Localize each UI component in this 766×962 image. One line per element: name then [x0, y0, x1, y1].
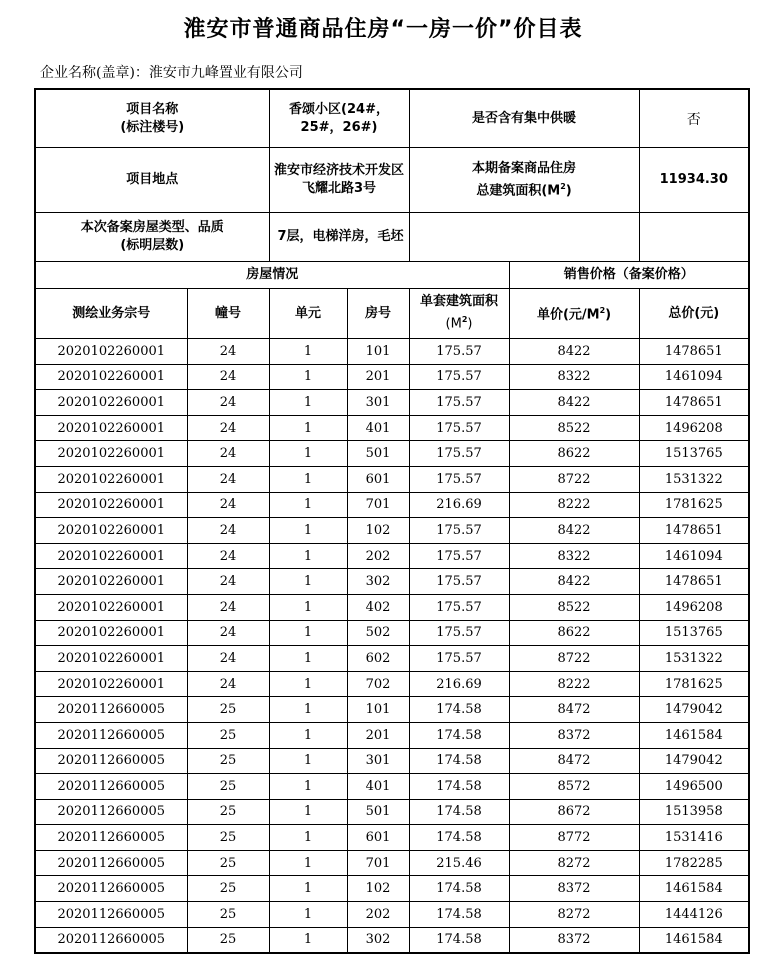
- total-area-label-end: ): [565, 183, 572, 199]
- cell-room: 501: [347, 441, 409, 467]
- cell-total-price: 1479042: [639, 697, 749, 723]
- col-unit-price-sup: 2: [599, 306, 606, 316]
- cell-survey-no: 2020112660005: [35, 748, 187, 774]
- cell-unit: 1: [269, 876, 347, 902]
- cell-total-price: 1781625: [639, 492, 749, 518]
- cell-total-price: 1513765: [639, 620, 749, 646]
- price-table: [34, 88, 750, 954]
- cell-building: 25: [187, 697, 269, 723]
- cell-survey-no: 2020112660005: [35, 722, 187, 748]
- type-empty-2: [639, 213, 749, 262]
- cell-total-price: 1461584: [639, 927, 749, 953]
- cell-unit-price: 8722: [509, 646, 639, 672]
- cell-unit: 1: [269, 492, 347, 518]
- cell-area: 216.69: [409, 492, 509, 518]
- table-row: [35, 799, 749, 825]
- cell-total-price: 1531322: [639, 646, 749, 672]
- table-row: [35, 697, 749, 723]
- table-row: [35, 671, 749, 697]
- type-label: [35, 213, 269, 262]
- table-row: [35, 569, 749, 595]
- cell-unit-price: 8522: [509, 415, 639, 441]
- table-row: [35, 748, 749, 774]
- cell-room: 201: [347, 364, 409, 390]
- cell-area: 174.58: [409, 722, 509, 748]
- col-total-price: 总价(元): [639, 289, 749, 339]
- cell-survey-no: 2020112660005: [35, 774, 187, 800]
- col-area-sup: 2: [461, 315, 468, 325]
- company-name: 企业名称(盖章)：淮安市九峰置业有限公司: [40, 65, 303, 81]
- table-row: [35, 646, 749, 672]
- cell-area: 175.57: [409, 594, 509, 620]
- cell-area: 175.57: [409, 441, 509, 467]
- cell-room: 701: [347, 492, 409, 518]
- cell-survey-no: 2020102260001: [35, 364, 187, 390]
- cell-unit: 1: [269, 927, 347, 953]
- total-area-label: [409, 148, 639, 213]
- cell-survey-no: 2020102260001: [35, 594, 187, 620]
- cell-total-price: 1496500: [639, 774, 749, 800]
- col-unit-price: [509, 289, 639, 339]
- total-area-label-sup: 2: [560, 181, 566, 191]
- project-name-label: [35, 89, 269, 148]
- cell-room: 701: [347, 850, 409, 876]
- cell-room: 101: [347, 697, 409, 723]
- col-area-line1: 单套建筑面积: [420, 294, 499, 310]
- cell-unit-price: 8272: [509, 850, 639, 876]
- cell-total-price: 1531322: [639, 466, 749, 492]
- cell-unit-price: 8372: [509, 722, 639, 748]
- table-row: [35, 594, 749, 620]
- cell-unit: 1: [269, 722, 347, 748]
- cell-survey-no: 2020102260001: [35, 441, 187, 467]
- cell-unit: 1: [269, 671, 347, 697]
- table-row: [35, 415, 749, 441]
- col-area-line2: (M: [445, 316, 462, 332]
- cell-building: 24: [187, 492, 269, 518]
- table-row: [35, 850, 749, 876]
- cell-unit: 1: [269, 441, 347, 467]
- cell-area: 175.57: [409, 390, 509, 416]
- cell-room: 301: [347, 390, 409, 416]
- cell-building: 24: [187, 646, 269, 672]
- cell-area: 175.57: [409, 518, 509, 544]
- cell-room: 202: [347, 902, 409, 928]
- cell-total-price: 1479042: [639, 748, 749, 774]
- table-row: [35, 902, 749, 928]
- cell-unit-price: 8472: [509, 697, 639, 723]
- cell-room: 601: [347, 825, 409, 851]
- section-price: 销售价格（备案价格）: [509, 262, 749, 289]
- location-value: 淮安市经济技术开发区飞耀北路3号: [269, 148, 409, 213]
- cell-total-price: 1496208: [639, 415, 749, 441]
- cell-unit: 1: [269, 466, 347, 492]
- cell-area: 174.58: [409, 927, 509, 953]
- cell-survey-no: 2020112660005: [35, 697, 187, 723]
- project-name-label-line1: 项目名称: [126, 101, 179, 117]
- cell-total-price: 1513765: [639, 441, 749, 467]
- cell-unit-price: 8622: [509, 441, 639, 467]
- cell-unit-price: 8322: [509, 364, 639, 390]
- col-area-end: ): [467, 316, 473, 332]
- table-row: [35, 492, 749, 518]
- table-row: [35, 927, 749, 953]
- cell-survey-no: 2020102260001: [35, 466, 187, 492]
- cell-room: 101: [347, 339, 409, 365]
- cell-unit-price: 8272: [509, 902, 639, 928]
- cell-building: 25: [187, 774, 269, 800]
- cell-room: 201: [347, 722, 409, 748]
- total-area-value: 11934.30: [639, 148, 749, 213]
- cell-survey-no: 2020112660005: [35, 927, 187, 953]
- cell-building: 24: [187, 543, 269, 569]
- cell-unit: 1: [269, 364, 347, 390]
- cell-unit-price: 8422: [509, 569, 639, 595]
- col-room: 房号: [347, 289, 409, 339]
- table-row: [35, 364, 749, 390]
- cell-area: 215.46: [409, 850, 509, 876]
- cell-building: 25: [187, 876, 269, 902]
- cell-area: 175.57: [409, 339, 509, 365]
- cell-room: 402: [347, 594, 409, 620]
- page-title: 淮安市普通商品住房“一房一价”价目表: [183, 17, 583, 42]
- cell-area: 175.57: [409, 364, 509, 390]
- col-unit-price-text: 单价(元/M: [536, 307, 600, 323]
- cell-building: 24: [187, 594, 269, 620]
- col-unit: 单元: [269, 289, 347, 339]
- cell-building: 24: [187, 671, 269, 697]
- cell-survey-no: 2020102260001: [35, 415, 187, 441]
- cell-room: 401: [347, 774, 409, 800]
- type-value: 7层，电梯洋房，毛坯: [269, 213, 409, 262]
- cell-building: 24: [187, 518, 269, 544]
- cell-unit: 1: [269, 774, 347, 800]
- cell-building: 25: [187, 825, 269, 851]
- cell-building: 25: [187, 927, 269, 953]
- table-row: [35, 722, 749, 748]
- cell-unit-price: 8522: [509, 594, 639, 620]
- cell-survey-no: 2020102260001: [35, 543, 187, 569]
- cell-building: 24: [187, 441, 269, 467]
- cell-unit: 1: [269, 850, 347, 876]
- cell-total-price: 1461094: [639, 364, 749, 390]
- cell-total-price: 1444126: [639, 902, 749, 928]
- cell-survey-no: 2020112660005: [35, 850, 187, 876]
- cell-building: 25: [187, 902, 269, 928]
- cell-unit: 1: [269, 415, 347, 441]
- cell-unit-price: 8422: [509, 339, 639, 365]
- cell-area: 216.69: [409, 671, 509, 697]
- cell-unit-price: 8672: [509, 799, 639, 825]
- cell-area: 174.58: [409, 774, 509, 800]
- cell-room: 302: [347, 569, 409, 595]
- cell-unit: 1: [269, 339, 347, 365]
- cell-building: 24: [187, 390, 269, 416]
- col-survey-no: 测绘业务宗号: [35, 289, 187, 339]
- cell-unit: 1: [269, 646, 347, 672]
- cell-room: 202: [347, 543, 409, 569]
- cell-unit-price: 8422: [509, 518, 639, 544]
- cell-building: 24: [187, 339, 269, 365]
- cell-survey-no: 2020112660005: [35, 799, 187, 825]
- cell-area: 174.58: [409, 697, 509, 723]
- cell-unit-price: 8222: [509, 671, 639, 697]
- type-empty-1: [409, 213, 639, 262]
- total-area-label-line1: 本期备案商品住房: [472, 160, 577, 176]
- cell-unit-price: 8422: [509, 390, 639, 416]
- cell-area: 175.57: [409, 415, 509, 441]
- cell-room: 702: [347, 671, 409, 697]
- table-row: [35, 466, 749, 492]
- cell-unit: 1: [269, 594, 347, 620]
- cell-building: 25: [187, 850, 269, 876]
- cell-total-price: 1461584: [639, 876, 749, 902]
- cell-unit-price: 8372: [509, 927, 639, 953]
- location-row: [35, 148, 749, 213]
- cell-area: 174.58: [409, 748, 509, 774]
- cell-area: 174.58: [409, 825, 509, 851]
- cell-building: 24: [187, 620, 269, 646]
- type-label-line2: (标明层数): [120, 238, 185, 253]
- cell-unit-price: 8572: [509, 774, 639, 800]
- table-row: [35, 339, 749, 365]
- cell-unit: 1: [269, 390, 347, 416]
- table-row: [35, 390, 749, 416]
- cell-room: 501: [347, 799, 409, 825]
- table-row: [35, 543, 749, 569]
- cell-total-price: 1496208: [639, 594, 749, 620]
- cell-area: 175.57: [409, 646, 509, 672]
- cell-unit: 1: [269, 569, 347, 595]
- cell-unit: 1: [269, 543, 347, 569]
- cell-survey-no: 2020102260001: [35, 671, 187, 697]
- cell-area: 174.58: [409, 876, 509, 902]
- cell-unit-price: 8472: [509, 748, 639, 774]
- column-header-row: [35, 289, 749, 339]
- heating-value: 否: [639, 89, 749, 148]
- cell-room: 601: [347, 466, 409, 492]
- cell-survey-no: 2020102260001: [35, 492, 187, 518]
- cell-survey-no: 2020102260001: [35, 620, 187, 646]
- cell-unit: 1: [269, 799, 347, 825]
- table-row: [35, 774, 749, 800]
- cell-room: 102: [347, 518, 409, 544]
- cell-survey-no: 2020102260001: [35, 569, 187, 595]
- project-name-value: 香颂小区(24#，25#，26#): [269, 89, 409, 148]
- cell-survey-no: 2020102260001: [35, 646, 187, 672]
- cell-building: 25: [187, 722, 269, 748]
- cell-building: 25: [187, 748, 269, 774]
- cell-unit-price: 8772: [509, 825, 639, 851]
- table-row: [35, 441, 749, 467]
- cell-survey-no: 2020102260001: [35, 390, 187, 416]
- cell-unit: 1: [269, 825, 347, 851]
- cell-unit-price: 8622: [509, 620, 639, 646]
- table-row: [35, 825, 749, 851]
- project-name-label-line2: (标注楼号): [120, 119, 185, 135]
- cell-area: 175.57: [409, 620, 509, 646]
- cell-total-price: 1478651: [639, 339, 749, 365]
- table-row: [35, 876, 749, 902]
- heating-label: 是否含有集中供暖: [409, 89, 639, 148]
- cell-total-price: 1782285: [639, 850, 749, 876]
- cell-unit: 1: [269, 518, 347, 544]
- project-name-row: [35, 89, 749, 148]
- cell-total-price: 1461584: [639, 722, 749, 748]
- cell-total-price: 1478651: [639, 390, 749, 416]
- cell-room: 302: [347, 927, 409, 953]
- cell-building: 24: [187, 466, 269, 492]
- cell-area: 175.57: [409, 543, 509, 569]
- cell-total-price: 1513958: [639, 799, 749, 825]
- cell-unit-price: 8722: [509, 466, 639, 492]
- cell-building: 24: [187, 569, 269, 595]
- cell-unit-price: 8322: [509, 543, 639, 569]
- col-building: 幢号: [187, 289, 269, 339]
- cell-area: 175.57: [409, 466, 509, 492]
- cell-unit: 1: [269, 620, 347, 646]
- cell-building: 24: [187, 364, 269, 390]
- table-body: [35, 339, 749, 954]
- cell-total-price: 1781625: [639, 671, 749, 697]
- type-row: [35, 213, 749, 262]
- table-row: [35, 518, 749, 544]
- cell-survey-no: 2020112660005: [35, 876, 187, 902]
- cell-unit-price: 8372: [509, 876, 639, 902]
- cell-total-price: 1531416: [639, 825, 749, 851]
- cell-room: 401: [347, 415, 409, 441]
- cell-unit-price: 8222: [509, 492, 639, 518]
- type-label-line1: 本次备案房屋类型、品质: [80, 220, 224, 235]
- cell-total-price: 1478651: [639, 518, 749, 544]
- location-label: 项目地点: [35, 148, 269, 213]
- cell-survey-no: 2020112660005: [35, 825, 187, 851]
- cell-unit: 1: [269, 902, 347, 928]
- cell-room: 502: [347, 620, 409, 646]
- cell-area: 175.57: [409, 569, 509, 595]
- section-house: 房屋情况: [35, 262, 509, 289]
- cell-survey-no: 2020112660005: [35, 902, 187, 928]
- cell-unit: 1: [269, 748, 347, 774]
- cell-area: 174.58: [409, 902, 509, 928]
- table-row: [35, 620, 749, 646]
- col-unit-price-end: ): [605, 307, 612, 323]
- cell-room: 102: [347, 876, 409, 902]
- total-area-label-line2: 总建筑面积(M: [476, 183, 561, 199]
- cell-survey-no: 2020102260001: [35, 339, 187, 365]
- cell-building: 25: [187, 799, 269, 825]
- cell-area: 174.58: [409, 799, 509, 825]
- col-area: [409, 289, 509, 339]
- cell-room: 301: [347, 748, 409, 774]
- cell-building: 24: [187, 415, 269, 441]
- cell-total-price: 1478651: [639, 569, 749, 595]
- section-header-row: [35, 262, 749, 289]
- cell-room: 602: [347, 646, 409, 672]
- cell-total-price: 1461094: [639, 543, 749, 569]
- cell-unit: 1: [269, 697, 347, 723]
- cell-survey-no: 2020102260001: [35, 518, 187, 544]
